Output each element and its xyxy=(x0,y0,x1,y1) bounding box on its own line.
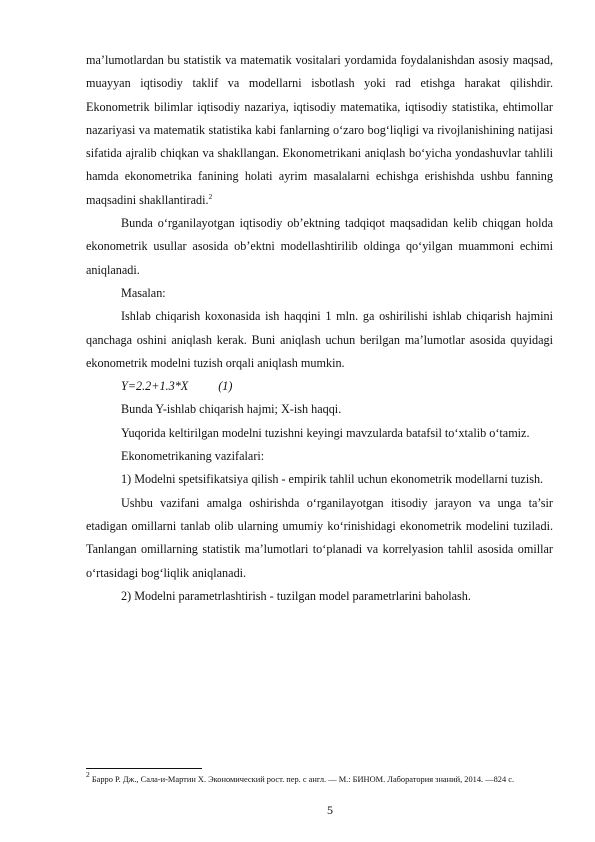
paragraph-tasks-heading: Ekonometrikaning vazifalari: xyxy=(121,449,265,464)
footnote xyxy=(86,771,553,788)
formula xyxy=(86,375,553,398)
paragraph-2: Bunda o‘rganilayotgan iqtisodiy ob’ektning tadqiqot maqsadidan kelib chiqgan holda ekonometrik usullar asosida ob’ektni modellashtirilib oldinga qo‘yilgan muammoni echimi aniqlanadi. xyxy=(86,216,553,277)
paragraph-4: Yuqorida keltirilgan modelni tuzishni keyingi mavzularda batafsil to‘xtalib o‘tamiz. xyxy=(121,425,530,440)
paragraph-task-1: 1) Modelni spetsifikatsiya qilish - empirik tahlil uchun ekonometrik modellarni tuzish. xyxy=(121,472,544,487)
footnote-divider xyxy=(86,768,202,769)
page-number: 5 xyxy=(327,803,333,817)
paragraph-1: ma’lumotlardan bu statistik va matematik vositalari yordamida foydalanishdan asosiy maqsad, muayyan iqtisodiy taklif va modellarni isbotlash yoki rad etishga harakat qilishdir. Ekonometrik bilimlar iqtisodiy nazariya, iqtisodiy matematika, iqtisodiy statistika, ehtimollar nazariyasi va matematik statistika kabi fanlarning o‘zaro bog‘liqligi va rivojlanishining natijasi sifatida ajralib chiqkan va shakllangan. Ekonometrikani aniqlash bo‘yicha yondashuvlar tahlili hamda ekonometrika fanining holati ayrim masalalarni echishga erishishda ushbu fanning maqsadini shakllantiradi.$^2$ xyxy=(86,53,553,207)
paragraph-example-label: Masalan: xyxy=(121,285,166,300)
paragraph-task-2: 2) Modelni parametrlashtirish - tuzilgan model parametrlarini baholash. xyxy=(121,588,471,603)
footnote-marker: 2 xyxy=(86,770,90,779)
paragraph-5: Ushbu vazifani amalga oshirishda o‘rganilayotgan itisodiy jarayon va unga ta’sir etadigan omillarni tanlab olib ularning umumiy ko‘rinishidagi ekonometrik modelini tuziladi. Tanlangan omillarning statistik ma’lumotlari to‘planadi va korrelyasion tahlil asosida omillar o‘rtasidagi bog‘liqlik aniqlanadi. xyxy=(86,495,553,580)
formula-expression: Y=2.2+1.3*X xyxy=(121,379,189,394)
footnote-reference[interactable]: 2 xyxy=(208,191,213,201)
paragraph-3: Ishlab chiqarish koxonasida ish haqqini 1 mln. ga oshirilishi ishlab chiqarish hajmini qanchaga oshini aniqlash kerak. Buni aniqlash uchun berilgan ma’lumotlar asosida quyidagi ekonometrik modelni tuzish orqali aniqlash mumkin. xyxy=(86,309,553,370)
paragraph-variables: Bunda Y-ishlab chiqarish hajmi; X-ish haqqi. xyxy=(121,402,342,417)
page-body xyxy=(86,49,553,608)
formula-number: (1) xyxy=(218,379,233,394)
footnote-text: Барро Р. Дж., Сала-и-Мартин Х. Экономический рост. пер. с англ. — М.: БИНОМ. Лаборатория знаний, 2014. —824 с. xyxy=(91,775,515,784)
